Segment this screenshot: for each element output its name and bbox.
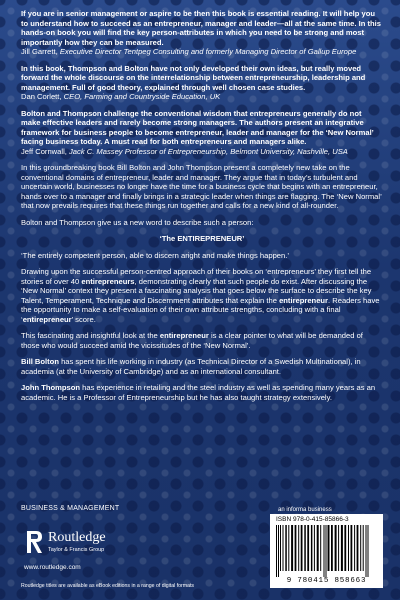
description-paragraph: This fascinating and insightful look at the entirepreneur is a clear pointer to what will be demanded of those who would succeed amid the vicissitudes of the ‘New Normal’.	[21, 331, 363, 350]
endorsement-quote: In this book, Thompson and Bolton have not only developed their own ideas, but really moved forward the whole discourse on the interrelationship between entrepreneurship, leadership and management. Full of good theory, explained through well chosen case studies.	[21, 63, 366, 92]
barcode	[274, 525, 379, 577]
subject-category: BUSINESS & MANAGEMENT	[21, 505, 120, 512]
barcode-bar	[307, 525, 309, 571]
barcode-bar	[360, 525, 361, 571]
barcode-bar	[291, 525, 293, 571]
barcode-bar	[357, 525, 359, 571]
barcode-bar	[280, 525, 281, 571]
author-name: Bill Bolton	[21, 357, 59, 366]
barcode-bar	[354, 525, 355, 571]
barcode-bar	[348, 525, 349, 571]
description-paragraph: Drawing upon the successful person-centred approach of their books on ‘entrepreneurs’ they first tell the stories of over 40 entirepreneurs, demonstrating clearly that such people do exist. After discussing the ‘New Normal’ context they present a fascinating analysis that goes below the surface to describe the key Talent, Temperament, Technique and Discernment attributes that explain the entirepreneur. Readers have the opportunity to make a self-evaluation of their own attribute strengths, concluding with a final ‘entirepreneur’ score.	[21, 267, 380, 324]
new-word-heading: ‘The ENTIREPRENEUR’	[159, 234, 245, 243]
barcode-bar	[288, 525, 289, 571]
publisher-group: Taylor & Francis Group	[48, 547, 105, 553]
barcode-bar	[326, 525, 327, 577]
endorsement-quote: If you are in senior management or aspire to be then this book is essential reading. It will help you to understand how to succeed as an entrepreneur, manager and leader—all at the same time. In this hands-on book you will find the key person-attributes in which you need to be strong and most importantly how they can be measured.	[21, 9, 381, 47]
author-name: John Thompson	[21, 383, 81, 392]
barcode-bar	[311, 525, 313, 571]
endorsement-affiliation: Jack C. Massey Professor of Entrepreneurship, Belmont University, Nashville, USA	[69, 146, 348, 156]
barcode-bar	[328, 525, 330, 571]
publisher-name: Routledge	[48, 530, 106, 545]
barcode-bar	[314, 525, 315, 571]
endorsement-author: Dan Corlett	[21, 92, 60, 101]
barcode-bar	[301, 525, 303, 571]
barcode-bar	[368, 525, 369, 577]
highlight-term: entirepreneur	[279, 295, 329, 305]
barcode-bar	[335, 525, 337, 571]
endorsement-1: If you are in senior management or aspire to be then this book is essential reading. It will help you to understand how to succeed as an entrepreneur, manager and leader—all at the same time. In this hands-on book you will find the key person-attributes in which you need to be strong and most importantly how they can be measured. Jill Garrett, Executive Director Tentpeg Consulting and formerly Managing Director of Gallup Europe	[21, 9, 383, 57]
barcode-bar	[331, 525, 333, 571]
ebook-note: Routledge titles are available as eBook editions in a range of digital formats	[21, 583, 195, 589]
barcode-bar	[295, 525, 297, 571]
barcode-bar	[278, 525, 279, 577]
author-bio: Bill Bolton has spent his life working in industry (as Technical Director of a Swedish Multinational), in academia (at the University of Cambridge) and as an international consultant.	[21, 357, 361, 376]
definition-text: ‘The entirely competent person, able to discern aright and make things happen.’	[21, 250, 290, 260]
highlight-term: entirepreneur	[159, 331, 209, 340]
barcode-bar	[317, 525, 319, 571]
endorsement-affiliation: CEO, Farming and Countryside Education, UK	[63, 92, 221, 101]
barcode-bar	[351, 525, 353, 571]
description-paragraph: Bolton and Thompson give us a new word to describe such a person:	[21, 217, 254, 227]
barcode-bar	[283, 525, 284, 571]
barcode-bar	[304, 525, 306, 571]
barcode-bar	[276, 525, 277, 577]
publisher-website: www.routledge.com	[24, 564, 81, 571]
barcode-bar	[324, 525, 325, 577]
highlight-term: entirepreneur	[22, 314, 72, 324]
barcode-bar	[320, 525, 321, 571]
endorsement-quote: Bolton and Thompson challenge the conventional wisdom that entrepreneurs generally do not make effective leaders and rarely become strong managers. The authors present an integrative framework for business people to become entrepreneur, leader and manager for the ‘New Normal’ facing business today. A must read for both entrepreneurs and managers alike.	[21, 108, 374, 146]
barcode-bar	[366, 525, 367, 577]
highlight-term: entirepreneurs	[81, 276, 135, 286]
endorsement-author: Jeff Cornwall	[21, 146, 65, 156]
isbn-label: ISBN 978-0-415-85866-3	[276, 516, 349, 523]
routledge-r-icon	[24, 529, 44, 555]
endorsement-author: Jill Garrett	[21, 47, 56, 56]
isbn-digits: 9 780415 858663	[286, 577, 367, 585]
author-bio: John Thompson has experience in retailing and the steel industry as well as spending many years as an academic. He is a Professor of Entrepreneurship but he has also taught strategy extensively.	[21, 383, 376, 402]
endorsement-2: In this book, Thompson and Bolton have not only developed their own ideas, but really moved forward the whole discourse on the interrelationship between entrepreneurship, leadership and management. Full of good theory, explained through well chosen case studies. Dan Corlett, CEO, Farming and Countryside Education, UK	[21, 64, 383, 102]
endorsement-affiliation: Executive Director Tentpeg Consulting and formerly Managing Director of Gallup Europe	[59, 47, 357, 56]
back-cover-text	[21, 9, 383, 409]
publisher-logo	[24, 527, 134, 563]
barcode-bar	[363, 525, 364, 571]
isbn-barcode-panel	[270, 514, 383, 588]
barcode-bar	[338, 525, 339, 571]
informa-tagline: an informa business	[278, 507, 332, 513]
barcode-bar	[341, 525, 343, 571]
endorsement-3: Bolton and Thompson challenge the conventional wisdom that entrepreneurs generally do not make effective leaders and rarely become strong managers. The authors present an integrative framework for business people to become entrepreneur, leader and manager for the ‘New Normal’ facing business today. A must read for both entrepreneurs and managers alike. Jeff Cornwall, Jack C. Massey Professor of Entrepreneurship, Belmont University, Nashville, USA	[21, 109, 383, 157]
barcode-bar	[285, 525, 287, 571]
barcode-bar	[298, 525, 299, 571]
description-paragraph: In this groundbreaking book Bill Bolton and John Thompson present a completely new take on the conventional domains of entrepreneur, leader and manager. They argue that in today’s turbulent and uncertain world, businesses no longer have the time for a business cycle that begins with an entrepreneur, hands over to a manager and finally brings in a strategic leader when things are flagging. The ‘New Normal’ that now prevails requires that these things run together and calls for a new kind of all-rounder.	[21, 163, 382, 210]
barcode-bar	[344, 525, 346, 571]
